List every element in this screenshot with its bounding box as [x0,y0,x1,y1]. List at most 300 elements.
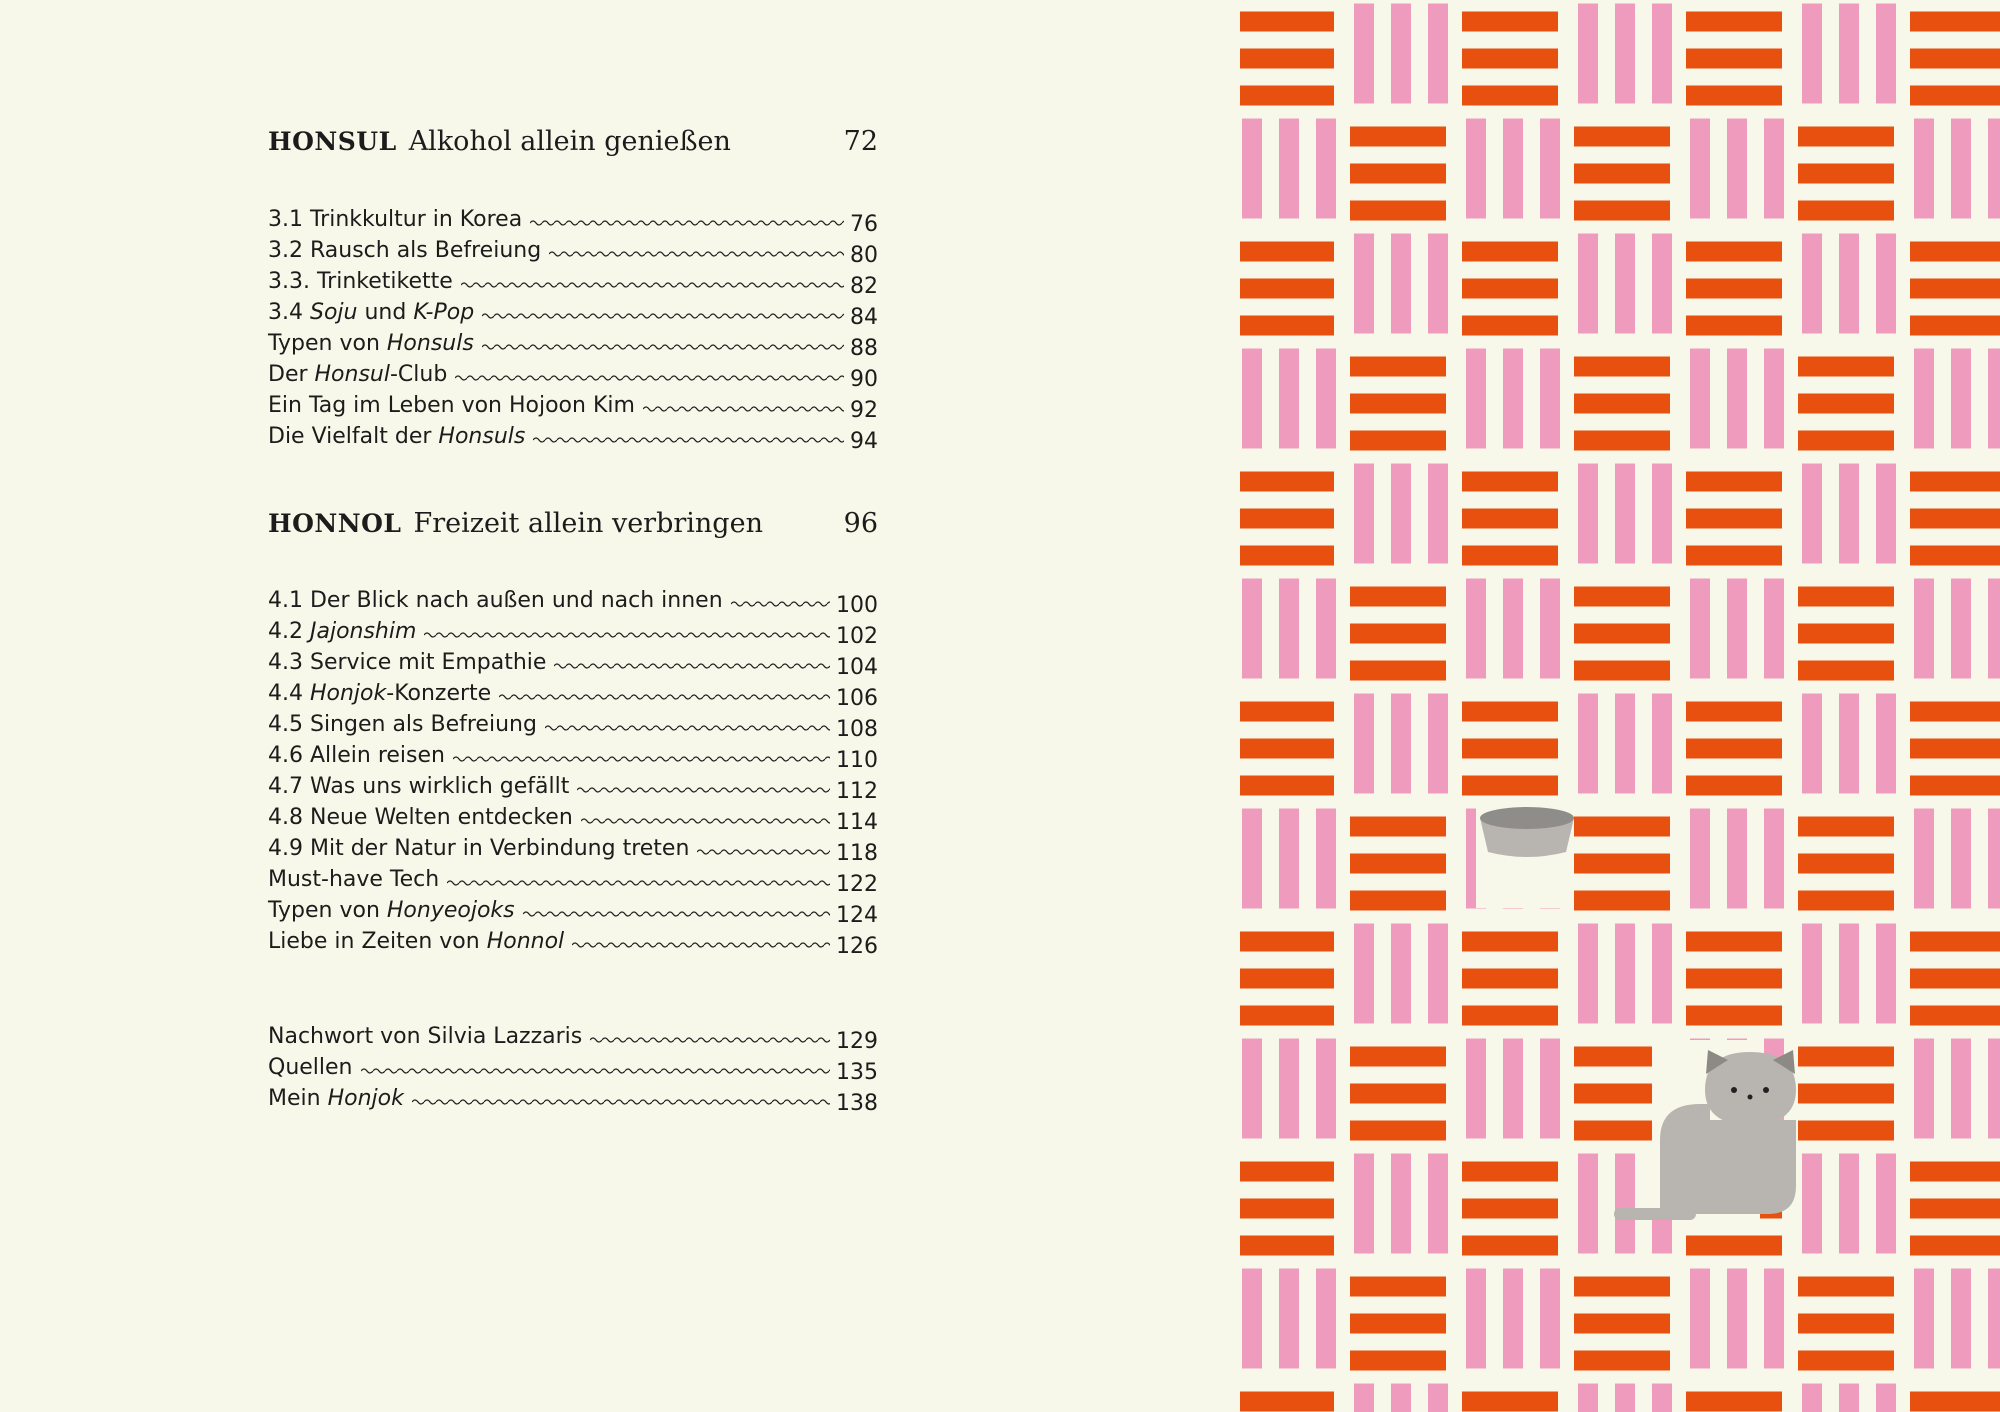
title-text: und [357,300,414,325]
vertical-stripe [1652,234,1672,334]
wavy-leader-line [549,248,844,260]
vertical-stripe [1316,1269,1336,1369]
vertical-stripe [1764,809,1784,909]
vertical-stripe [1540,119,1560,219]
italic-term: K-Pop [413,300,475,325]
horizontal-stripe [1240,739,1334,759]
toc-entry[interactable] [268,359,878,390]
vertical-stripe [1391,924,1411,1024]
horizontal-stripe [1574,624,1670,644]
vertical-stripe [1690,119,1710,219]
vertical-stripe [1652,464,1672,564]
horizontal-stripe [1462,739,1558,759]
toc-entry-title [268,362,447,387]
vertical-stripe [1839,464,1859,564]
vertical-stripe [1914,349,1934,449]
toc-entry[interactable] [268,926,878,957]
horizontal-stripe [1462,86,1558,106]
vertical-stripe [1652,694,1672,794]
toc-entry[interactable] [268,328,878,359]
vertical-stripe [1690,349,1710,449]
title-text: 3.3. Trinketikette [268,269,453,294]
vertical-stripe [1652,4,1672,104]
title-text: 4.8 Neue Welten entdecken [268,805,573,830]
horizontal-stripe [1798,201,1894,221]
toc-entry-page-number: 122 [836,872,878,897]
vertical-stripe [1727,579,1747,679]
wavy-leader-line [424,629,830,641]
toc-entry-page-number: 76 [850,212,878,237]
horizontal-stripe [1798,587,1894,607]
horizontal-stripe [1462,12,1558,32]
italic-term: Honjok [327,1086,404,1111]
wavy-leader-line [530,217,844,229]
toc-entry-title [268,712,537,737]
toc-entry-title [268,929,564,954]
toc-entry[interactable] [268,297,878,328]
horizontal-stripe [1686,546,1782,566]
horizontal-stripe [1462,1236,1558,1256]
horizontal-stripe [1574,394,1670,414]
back-matter-entries [268,1021,878,1114]
vertical-stripe [1354,924,1374,1024]
horizontal-stripe [1462,1006,1558,1026]
vertical-stripe [1354,1384,1374,1412]
horizontal-stripe [1350,357,1446,377]
horizontal-stripe [1462,969,1558,989]
horizontal-stripe [1686,739,1782,759]
horizontal-stripe [1798,661,1894,681]
horizontal-stripe [1910,932,2000,952]
horizontal-stripe [1686,932,1782,952]
vertical-stripe [1914,809,1934,909]
horizontal-stripe [1798,1047,1894,1067]
vertical-stripe [1615,1154,1635,1254]
horizontal-stripe [1798,891,1894,911]
title-text: 4.7 Was uns wirklich gefällt [268,774,570,799]
toc-entry-title [268,331,474,356]
toc-entry-page-number: 90 [850,367,878,392]
wavy-leader-line [461,279,844,291]
italic-term: Honsul [314,362,390,387]
toc-entry-page-number: 102 [836,624,878,649]
wavy-leader-line [523,908,830,920]
wavy-leader-line [554,660,830,672]
horizontal-stripe [1350,1351,1446,1371]
horizontal-stripe [1798,127,1894,147]
horizontal-stripe [1686,86,1782,106]
vertical-stripe [1354,4,1374,104]
horizontal-stripe [1686,49,1782,69]
horizontal-stripe [1574,661,1670,681]
vertical-stripe [1540,579,1560,679]
vertical-stripe [1242,119,1262,219]
wavy-leader-line [447,877,830,889]
vertical-stripe [1727,809,1747,909]
horizontal-stripe [1574,127,1670,147]
wavy-leader-line [482,341,844,353]
vertical-stripe [1316,349,1336,449]
horizontal-stripe [1686,472,1782,492]
toc-entry[interactable] [268,647,878,678]
toc-entry[interactable] [268,1083,878,1114]
horizontal-stripe [1462,279,1558,299]
horizontal-stripe [1240,316,1334,336]
vertical-stripe [1802,464,1822,564]
italic-term: Honsuls [438,424,526,449]
vertical-stripe [1690,809,1710,909]
horizontal-stripe [1686,969,1782,989]
vertical-stripe [1802,1154,1822,1254]
vertical-stripe [1540,1269,1560,1369]
vertical-stripe [1391,464,1411,564]
horizontal-stripe [1350,854,1446,874]
title-text: Mein [268,1086,328,1111]
vertical-stripe [1988,579,2000,679]
vertical-stripe [1354,464,1374,564]
vertical-stripe [1428,4,1448,104]
vertical-stripe [1428,1384,1448,1412]
italic-term: Honsuls [386,331,474,356]
horizontal-stripe [1350,1314,1446,1334]
chapter-heading-honsul[interactable] [268,126,878,170]
horizontal-stripe [1798,357,1894,377]
horizontal-stripe [1350,624,1446,644]
horizontal-stripe [1798,624,1894,644]
vertical-stripe [1391,1154,1411,1254]
horizontal-stripe [1350,1047,1446,1067]
vertical-stripe [1279,349,1299,449]
horizontal-stripe [1910,776,2000,796]
title-text: Die Vielfalt der [268,424,439,449]
vertical-stripe [1876,4,1896,104]
vertical-stripe [1839,924,1859,1024]
vertical-stripe [1428,464,1448,564]
vertical-stripe [1428,924,1448,1024]
vertical-stripe [1466,349,1486,449]
vertical-stripe [1914,1269,1934,1369]
horizontal-stripe [1910,1392,2000,1412]
vertical-stripe [1279,1269,1299,1369]
vertical-stripe [1951,349,1971,449]
italic-term: Honjok [309,681,387,706]
toc-entry-page-number: 138 [836,1091,878,1116]
chapter-entries-honsul [268,204,878,452]
vertical-stripe [1988,349,2000,449]
vertical-stripe [1951,809,1971,909]
vertical-stripe [1727,1269,1747,1369]
title-text: Der [268,362,315,387]
vertical-stripe [1876,1384,1896,1412]
horizontal-stripe [1240,969,1334,989]
toc-entry[interactable] [268,390,878,421]
vertical-stripe [1951,119,1971,219]
horizontal-stripe [1574,201,1670,221]
chapter-heading-honnol[interactable] [268,508,878,552]
horizontal-stripe [1574,1314,1670,1334]
toc-entry-title [268,207,522,232]
toc-entry-title [268,867,439,892]
title-text: 3.2 Rausch als Befreiung [268,238,542,263]
wavy-leader-line [577,784,830,796]
toc-entry[interactable] [268,864,878,895]
vertical-stripe [1242,1039,1262,1139]
horizontal-stripe [1240,776,1334,796]
toc-entry[interactable] [268,421,878,452]
vertical-stripe [1503,1269,1523,1369]
toc-entry[interactable] [268,771,878,802]
italic-term: Soju [309,300,358,325]
horizontal-stripe [1910,546,2000,566]
horizontal-stripe [1240,86,1334,106]
vertical-stripe [1578,924,1598,1024]
wavy-leader-line [731,598,830,610]
horizontal-stripe [1240,1006,1334,1026]
horizontal-stripe [1910,86,2000,106]
toc-entry-title [268,743,445,768]
toc-entry[interactable] [268,833,878,864]
vertical-stripe [1316,579,1336,679]
horizontal-stripe [1240,242,1334,262]
horizontal-stripe [1910,472,2000,492]
title-text: Must-have Tech [268,867,440,892]
toc-entry-page-number: 82 [850,274,878,299]
vertical-stripe [1578,234,1598,334]
title-text: Quellen [268,1055,353,1080]
vertical-stripe [1988,809,2000,909]
toc-entry[interactable] [268,1052,878,1083]
vertical-stripe [1914,1039,1934,1139]
horizontal-stripe [1798,854,1894,874]
title-text: 4.2 [268,619,310,644]
toc-entry-title [268,1086,404,1111]
italic-term: Honyeojoks [386,898,515,923]
vertical-stripe [1690,1269,1710,1369]
toc-entry-title [268,898,515,923]
vertical-stripe [1466,1039,1486,1139]
toc-entry[interactable] [268,266,878,297]
horizontal-stripe [1798,431,1894,451]
toc-entry[interactable] [268,678,878,709]
toc-entry[interactable] [268,204,878,235]
horizontal-stripe [1686,776,1782,796]
title-text: 3.4 [268,300,310,325]
vertical-stripe [1988,119,2000,219]
title-text: 4.3 Service mit Empathie [268,650,547,675]
vertical-stripe [1503,349,1523,449]
vertical-stripe [1279,119,1299,219]
illustration-page [1240,0,2000,1412]
horizontal-stripe [1910,49,2000,69]
vertical-stripe [1391,1384,1411,1412]
title-text: 4.9 Mit der Natur in Verbindung treten [268,836,690,861]
vertical-stripe [1802,694,1822,794]
horizontal-stripe [1240,472,1334,492]
horizontal-stripe [1686,509,1782,529]
title-text: Nachwort von Silvia Lazzaris [268,1024,583,1049]
toc-entry-page-number: 94 [850,429,878,454]
title-text: Liebe in Zeiten von [268,929,487,954]
title-text: Typen von [268,898,387,923]
vertical-stripe [1951,1039,1971,1139]
toc-entry-title [268,1055,353,1080]
toc-entry-page-number: 80 [850,243,878,268]
horizontal-stripe [1798,164,1894,184]
vertical-stripe [1578,464,1598,564]
toc-entry[interactable] [268,585,878,616]
vertical-stripe [1988,1039,2000,1139]
vertical-stripe [1391,694,1411,794]
toc-entry[interactable] [268,895,878,926]
vertical-stripe [1242,349,1262,449]
title-text: 4.4 [268,681,310,706]
wavy-leader-line [572,939,830,951]
toc-entry-page-number: 84 [850,305,878,330]
vertical-stripe [1876,924,1896,1024]
horizontal-stripe [1350,891,1446,911]
vertical-stripe [1503,579,1523,679]
horizontal-stripe [1574,431,1670,451]
horizontal-stripe [1462,49,1558,69]
vertical-stripe [1615,1384,1635,1412]
vertical-stripe [1354,1154,1374,1254]
horizontal-stripe [1686,242,1782,262]
italic-term: Honnol [486,929,565,954]
vertical-stripe [1652,924,1672,1024]
toc-entry-page-number: 108 [836,717,878,742]
toc-entry[interactable] [268,709,878,740]
horizontal-stripe [1686,1006,1782,1026]
horizontal-stripe [1574,817,1670,837]
toc-entry-title [268,424,525,449]
toc-entry-title [268,588,723,613]
title-text: 4.6 Allein reisen [268,743,445,768]
horizontal-stripe [1798,1351,1894,1371]
vertical-stripe [1690,579,1710,679]
toc-entry[interactable] [268,235,878,266]
wavy-leader-line [697,846,830,858]
chapter-entries-honnol [268,585,878,957]
toc-entry-page-number: 129 [836,1029,878,1054]
horizontal-stripe [1350,1121,1446,1141]
toc-entry-title [268,393,635,418]
horizontal-stripe [1910,316,2000,336]
vertical-stripe [1802,4,1822,104]
horizontal-stripe [1350,1277,1446,1297]
toc-entry-title [268,836,689,861]
vertical-stripe [1876,464,1896,564]
horizontal-stripe [1574,1277,1670,1297]
vertical-stripe [1578,1384,1598,1412]
horizontal-stripe [1240,279,1334,299]
vertical-stripe [1242,809,1262,909]
chapter-subtitle: Freizeit allein verbringen [413,508,763,539]
toc-entry-page-number: 100 [836,593,878,618]
horizontal-stripe [1686,12,1782,32]
toc-entry[interactable] [268,1021,878,1052]
vertical-stripe [1503,1039,1523,1139]
horizontal-stripe [1240,1162,1334,1182]
horizontal-stripe [1574,164,1670,184]
toc-entry-page-number: 112 [836,779,878,804]
horizontal-stripe [1686,1236,1782,1256]
vertical-stripe [1615,234,1635,334]
toc-entry-title [268,619,416,644]
toc-entry[interactable] [268,802,878,833]
wavy-leader-line [455,372,844,384]
vertical-stripe [1988,1269,2000,1369]
wavy-leader-line [499,691,830,703]
horizontal-stripe [1350,587,1446,607]
horizontal-stripe [1910,702,2000,722]
vertical-stripe [1615,464,1635,564]
horizontal-stripe [1798,1314,1894,1334]
toc-entry-page-number: 124 [836,903,878,928]
toc-entry-title [268,681,491,706]
vertical-stripe [1503,119,1523,219]
food-bowl-icon [1480,807,1574,857]
horizontal-stripe [1798,394,1894,414]
vertical-stripe [1540,349,1560,449]
title-text: -Club [389,362,448,387]
wavy-leader-line [590,1034,830,1046]
woven-stripe-pattern [1240,0,2000,1412]
horizontal-stripe [1240,1392,1334,1412]
horizontal-stripe [1910,1199,2000,1219]
vertical-stripe [1802,924,1822,1024]
vertical-stripe [1466,119,1486,219]
toc-entry-page-number: 126 [836,934,878,959]
horizontal-stripe [1574,854,1670,874]
toc-entry[interactable] [268,616,878,647]
wavy-leader-line [453,753,830,765]
horizontal-stripe [1910,1236,2000,1256]
title-text: 3.1 Trinkkultur in Korea [268,207,523,232]
horizontal-stripe [1350,1084,1446,1104]
title-text: 4.5 Singen als Befreiung [268,712,537,737]
horizontal-stripe [1240,49,1334,69]
horizontal-stripe [1462,546,1558,566]
toc-entry-title [268,300,474,325]
vertical-stripe [1764,349,1784,449]
vertical-stripe [1391,4,1411,104]
horizontal-stripe [1350,127,1446,147]
toc-entry[interactable] [268,740,878,771]
horizontal-stripe [1910,739,2000,759]
horizontal-stripe [1240,12,1334,32]
italic-term: Jajonshim [309,619,417,644]
vertical-stripe [1615,694,1635,794]
vertical-stripe [1802,234,1822,334]
horizontal-stripe [1240,702,1334,722]
toc-entry-title [268,774,569,799]
horizontal-stripe [1910,1162,2000,1182]
horizontal-stripe [1462,1392,1558,1412]
vertical-stripe [1876,234,1896,334]
chapter-keyword: HONSUL [268,127,397,156]
horizontal-stripe [1462,472,1558,492]
wavy-leader-line [412,1096,830,1108]
vertical-stripe [1615,924,1635,1024]
title-text: 4.1 Der Blick nach außen und nach innen [268,588,723,613]
toc-entry-title [268,238,541,263]
vertical-stripe [1354,694,1374,794]
horizontal-stripe [1462,316,1558,336]
horizontal-stripe [1240,509,1334,529]
vertical-stripe [1951,579,1971,679]
chapter-page-number: 72 [843,126,878,157]
vertical-stripe [1391,234,1411,334]
